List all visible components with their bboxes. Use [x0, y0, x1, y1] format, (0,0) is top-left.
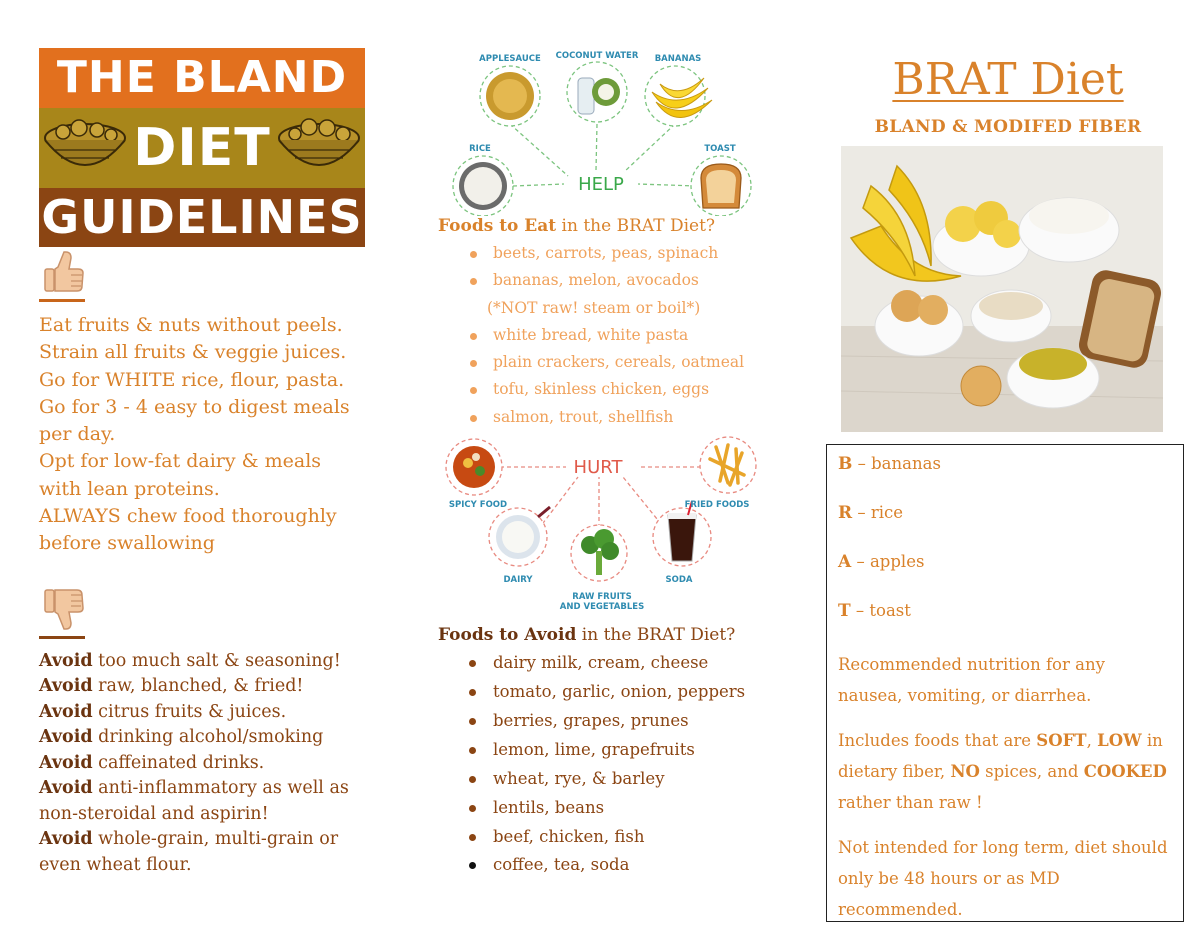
list-item: berries, grapes, prunes — [468, 707, 768, 736]
label-toast: TOAST — [704, 144, 736, 154]
label-spicy-food: SPICY FOOD — [448, 500, 508, 511]
avoid-item: Avoid raw, blanched, & fried! — [39, 676, 304, 697]
help-foods-graphic — [438, 48, 768, 216]
avoid-item: Avoid drinking alcohol/smoking — [39, 727, 324, 748]
avoid-item: Avoid caffeinated drinks. — [39, 752, 265, 773]
foods-to-eat-heading: Foods to Eat in the BRAT Diet? — [438, 216, 716, 236]
list-item: lemon, lime, grapefruits — [468, 736, 768, 765]
do-item: Eat fruits & nuts without peels. — [39, 314, 343, 336]
list-item: plain crackers, cereals, oatmeal — [468, 349, 768, 376]
bland-foods-photo — [841, 146, 1163, 432]
brat-letter-row: R – rice — [838, 503, 904, 523]
do-item: Go for 3 - 4 easy to digest meals per day. — [39, 395, 350, 446]
duration-note: Not intended for long term, diet should only be 48 hours or as MD recommended. — [838, 838, 1168, 919]
divider — [39, 636, 85, 639]
avoid-item: Avoid anti-inflammatory as well as non-steroidal and aspirin! — [39, 778, 349, 824]
left-column — [39, 48, 369, 878]
list-item: tomato, garlic, onion, peppers — [468, 678, 768, 707]
avoid-guidelines-list — [39, 649, 369, 879]
list-item: salmon, trout, shellfish — [468, 404, 768, 431]
label-dairy: DAIRY — [503, 575, 533, 586]
help-center-label: HELP — [578, 174, 624, 195]
avoid-item: Avoid too much salt & seasoning! — [39, 650, 341, 671]
foods-to-avoid-list — [468, 649, 768, 880]
list-item: white bread, white pasta — [468, 322, 768, 349]
middle-column — [438, 48, 768, 880]
list-item: lentils, beans — [468, 794, 768, 823]
list-item: coffee, tea, soda — [468, 851, 768, 880]
label-raw-fruits: RAW FRUITS — [572, 592, 632, 603]
list-item: beef, chicken, fish — [468, 823, 768, 852]
brat-letter-row: A – apples — [838, 552, 925, 572]
food-properties-note: Includes foods that are SOFT, LOW in dietary fiber, NO spices, and COOKED rather than raw ! — [838, 731, 1167, 812]
label-rice: RICE — [469, 144, 491, 154]
list-item: tofu, skinless chicken, eggs — [468, 376, 768, 403]
list-item: wheat, rye, & barley — [468, 765, 768, 794]
do-item: Strain all fruits & veggie juices. — [39, 341, 347, 364]
label-coconut-water: COCONUT WATER — [555, 51, 639, 61]
label-applesauce: APPLESAUCE — [479, 54, 541, 64]
hurt-center-label: HURT — [573, 457, 623, 479]
brat-diet-title: BRAT Diet — [892, 54, 1124, 105]
nutrition-note: Recommended nutrition for any nausea, vomiting, or diarrhea. — [838, 655, 1105, 705]
label-and-vegetables: AND VEGETABLES — [559, 602, 645, 613]
list-item: bananas, melon, avocados (*NOT raw! steam or boil*) — [468, 267, 768, 322]
brat-letter-row: B – bananas — [838, 454, 941, 474]
brat-explanation-box — [826, 444, 1184, 922]
brat-diet-subtitle: BLAND & MODIFED FIBER — [874, 117, 1142, 137]
do-item: Opt for low-fat dairy & meals with lean proteins. — [39, 450, 322, 500]
brat-letter-row: T – toast — [838, 601, 911, 621]
list-item: dairy milk, cream, cheese — [468, 649, 768, 678]
eat-note: (*NOT raw! steam or boil*) — [487, 298, 701, 317]
label-bananas: BANANAS — [654, 54, 702, 64]
thumbs-down-icon — [41, 586, 85, 632]
avoid-item: Avoid citrus fruits & juices. — [39, 701, 287, 722]
label-soda: SODA — [665, 575, 693, 586]
banner-line-3: GUIDELINES — [39, 188, 365, 247]
divider — [39, 299, 85, 302]
banner-middle — [39, 108, 365, 188]
foods-to-eat-list — [468, 240, 768, 431]
food-bowl-icon — [275, 116, 363, 178]
banner-line-2: DIET — [133, 118, 271, 178]
right-column — [826, 50, 1184, 919]
label-fried-foods: FRIED FOODS — [684, 500, 750, 511]
bland-diet-banner — [39, 48, 365, 247]
list-item: beets, carrots, peas, spinach — [468, 240, 768, 267]
banner-line-1: THE BLAND — [39, 48, 365, 108]
do-guidelines-list — [39, 312, 369, 558]
foods-to-avoid-heading: Foods to Avoid in the BRAT Diet? — [438, 625, 736, 646]
thumbs-up-icon — [41, 249, 85, 295]
do-item: ALWAYS chew food thoroughly before swallowing — [39, 505, 337, 555]
avoid-item: Avoid whole-grain, multi-grain or even wheat flour. — [39, 829, 339, 875]
do-item: Go for WHITE rice, flour, pasta. — [39, 368, 345, 391]
hurt-foods-graphic — [438, 435, 768, 623]
